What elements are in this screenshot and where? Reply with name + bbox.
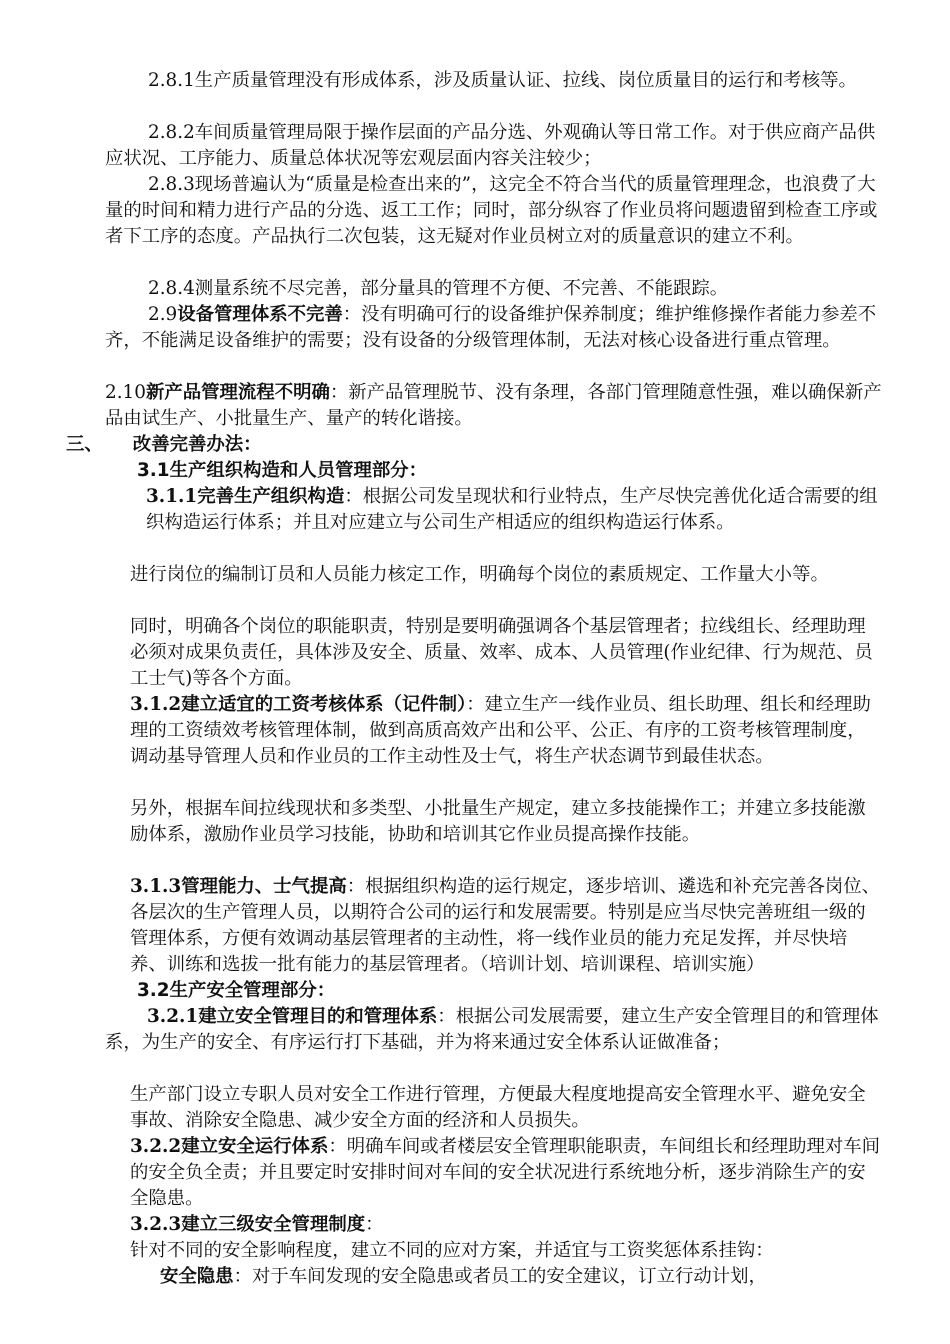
paragraph-text: 现场普遍认为“质量是检查出来的”，这完全不符合当代的质量管理理念，也浪费了大量的时间和精力进行产品的分选、返工工作；同时，部分纵容了作业员将问题遗留到检查工序或者下工序的态度。产品执行二次包装，这无疑对作业员树立对的质量意识的建立不利。: [105, 174, 878, 247]
paragraph-3-1-2-b: [130, 796, 883, 848]
clause-number: 2.8.4: [148, 278, 195, 299]
clause-heading: 建立适宜的工资考核体系（记件制）: [181, 694, 467, 715]
paragraph-text: ：对于车间发现的安全隐患或者员工的安全建议，订立行动计划，: [233, 1266, 767, 1287]
paragraph-3-2-2: [130, 1134, 883, 1212]
paragraph-2-9: [105, 302, 883, 354]
clause-heading: 新产品管理流程不明确: [145, 382, 330, 403]
clause-heading: 安全隐患: [160, 1266, 234, 1287]
paragraph-text: ：根据公司发展需要，建立生产安全管理目的和管理体系，为生产的安全、有序运行打下基础，并为将来通过安全体系认证做准备；: [105, 1006, 879, 1053]
paragraph-3-2-1: [105, 1004, 883, 1056]
paragraph-3-2-3-c: [160, 1264, 890, 1290]
paragraph-3-1-1-b: [130, 562, 883, 588]
clause-number: 2.8.3: [148, 174, 195, 195]
clause-heading: 设备管理体系不完善: [177, 304, 343, 325]
paragraph-text: 生产部门设立专职人员对安全工作进行管理，方便最大程度地提高安全管理水平、避免安全事故、消除安全隐患、减少安全方面的经济和人员损失。: [130, 1084, 866, 1131]
paragraph-text: ：没有明确可行的设备维护保养制度；维护维修操作者能力参差不齐，不能满足设备维护的需要；没有设备的分级管理体制，无法对核心设备进行重点管理。: [105, 304, 877, 351]
paragraph-text: 测量系统不尽完善，部分量具的管理不方便、不完善、不能跟踪。: [194, 278, 729, 299]
clause-number: 3.1.2: [130, 694, 182, 715]
clause-heading: 建立安全管理目的和管理体系: [198, 1006, 438, 1027]
paragraph-text: ：新产品管理脱节、没有条理，各部门管理随意性强，难以确保新产品由试生产、小批量生产、量产的转化谐接。: [105, 382, 882, 429]
clause-heading: 管理能力、士气提高: [181, 876, 347, 897]
paragraph-3-1-3: [130, 874, 883, 978]
clause-number: 3.2.3: [130, 1214, 182, 1235]
paragraph-text: ：建立生产一线作业员、组长助理、组长和经理助理的工资绩效考核管理体制，做到高质高效产出和公平、公正、有序的工资考核管理制度，调动基导管理人员和作业员的工作主动性及士气，将生产状态调节到最佳状态。: [130, 694, 871, 767]
paragraph-text: 另外，根据车间拉线现状和多类型、小批量生产规定，建立多技能操作工；并建立多技能激励体系，激励作业员学习技能，协助和培训其它作业员提高操作技能。: [130, 798, 866, 845]
paragraph-3-1-1-c: [130, 614, 883, 692]
section-title: 生产安全管理部分：: [169, 980, 336, 1001]
heading-3-2: [137, 978, 877, 1004]
paragraph-text: 生产质量管理没有形成体系，涉及质量认证、拉线、岗位质量目的运行和考核等。: [194, 70, 857, 91]
paragraph-text: 同时，明确各个岗位的职能职责，特别是要明确强调各个基层管理者；拉线组长、经理助理必须对成果负责任，具体涉及安全、质量、效率、成本、人员管理(作业纪律、行为规范、员工士气)等各个方面。: [130, 616, 873, 689]
paragraph-3-2-3: [130, 1212, 883, 1238]
clause-number: 3.2.1: [147, 1006, 199, 1027]
paragraph-3-2-1-b: [130, 1082, 883, 1134]
paragraph-text: ：根据组织构造的运行规定，逐步培训、遴选和补充完善各岗位、各层次的生产管理人员，以期符合公司的运行和发展需要。特别是应当尽快完善班组一级的管理体系，方便有效调动基层管理者的主动性，将一线作业员的能力充足发挥，并尽快培养、训练和选拔一批有能力的基层管理者。（培训计划、培训课程、培训实施）: [130, 876, 881, 975]
paragraph-2-8-3: [105, 172, 883, 250]
paragraph-text: 进行岗位的编制订员和人员能力核定工作，明确每个岗位的素质规定、工作量大小等。: [130, 564, 829, 585]
clause-number: 2.8.1: [148, 70, 195, 91]
paragraph-text: 车间质量管理局限于操作层面的产品分选、外观确认等日常工作。对于供应商产品供应状况、工序能力、质量总体状况等宏观层面内容关注较少；: [105, 122, 876, 169]
paragraph-2-8-4: [105, 276, 883, 302]
section-title: 生产组织构造和人员管理部分：: [169, 460, 428, 481]
paragraph-3-2-3-b: [130, 1238, 890, 1264]
clause-number: 2.9: [148, 304, 178, 325]
clause-number: 2.8.2: [148, 122, 195, 143]
paragraph-text: ：明确车间或者楼层安全管理职能职责，车间组长和经理助理对车间的安全负全责；并且要定时安排时间对车间的安全状况进行系统地分析，逐步消除生产的安全隐患。: [130, 1136, 881, 1209]
paragraph-text: 针对不同的安全影响程度，建立不同的应对方案，并适宜与工资奖惩体系挂钩：: [130, 1240, 774, 1261]
section-number: 3.2: [137, 980, 170, 1001]
clause-number: 3.2.2: [130, 1136, 182, 1157]
paragraph-3-1-2: [130, 692, 883, 770]
section-3-heading: [66, 432, 846, 458]
clause-number: 3.1.1: [146, 486, 198, 507]
clause-heading: 建立三级安全管理制度: [181, 1214, 366, 1235]
paragraph-3-1-1: [146, 484, 883, 536]
section-number: 3.1: [137, 460, 170, 481]
clause-number: 3.1.3: [130, 876, 182, 897]
section-number: 三、: [66, 434, 103, 455]
clause-number: 2.10: [105, 382, 146, 403]
paragraph-2-8-2: [105, 120, 883, 172]
paragraph-text: ：根据公司发呈现状和行业特点，生产尽快完善优化适合需要的组织构造运行体系；并且对应建立与公司生产相适应的组织构造运行体系。: [146, 486, 878, 533]
paragraph-2-10: [105, 380, 883, 432]
paragraph-text: ：: [365, 1214, 384, 1235]
clause-heading: 完善生产组织构造: [197, 486, 345, 507]
paragraph-2-8-1: [105, 68, 883, 94]
heading-3-1: [137, 458, 877, 484]
clause-heading: 建立安全运行体系: [181, 1136, 329, 1157]
section-title: 改善完善办法：: [132, 434, 262, 455]
